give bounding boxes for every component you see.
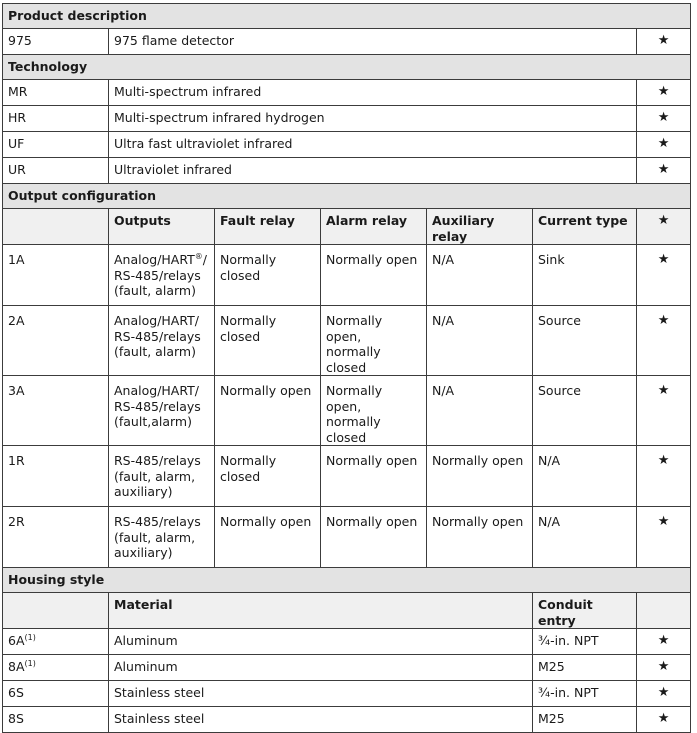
table-row: [3, 707, 691, 733]
material-cell: Stainless steel: [109, 707, 533, 733]
auxiliary-relay-cell: N/A: [427, 306, 533, 376]
alarm-line: Normally open: [326, 252, 418, 267]
outputs-line: RS-485/relays: [114, 398, 201, 414]
alarm-line: Normally open: [326, 453, 418, 468]
fault-relay-cell: Normally closed: [215, 245, 321, 306]
outputs-cell: [109, 306, 215, 376]
outputs-line: (fault, alarm): [114, 344, 196, 359]
outputs-line: /: [202, 252, 207, 267]
alarm-relay-cell: [321, 376, 427, 446]
table-row: [3, 681, 691, 707]
star-icon: ★: [637, 629, 691, 655]
section-title: Output configuration: [3, 184, 691, 209]
current-type-cell: N/A: [533, 446, 637, 507]
section-header-product: [3, 4, 691, 29]
column-header-material: Material: [109, 593, 533, 629]
code-cell: 2A: [3, 306, 109, 376]
footnote-ref: (1): [24, 659, 36, 668]
code-cell: 8S: [3, 707, 109, 733]
outputs-line: (fault, alarm): [114, 283, 196, 298]
table-row: [3, 106, 691, 132]
star-icon: ★: [637, 80, 691, 106]
star-icon: ★: [637, 655, 691, 681]
column-header-outputs: Outputs: [109, 209, 215, 245]
current-type-cell: Sink: [533, 245, 637, 306]
material-cell: Aluminum: [109, 629, 533, 655]
footnote-ref: (1): [24, 633, 36, 642]
conduit-entry-cell: ¾-in. NPT: [533, 629, 637, 655]
alarm-relay-cell: [321, 306, 427, 376]
alarm-line: normally closed: [326, 414, 381, 445]
table-row: [3, 629, 691, 655]
section-title: Product description: [3, 4, 691, 29]
column-header-blank: [637, 593, 691, 629]
star-icon: ★: [637, 29, 691, 55]
code-cell: 3A: [3, 376, 109, 446]
column-header-auxiliary-relay: Auxiliary relay: [427, 209, 533, 245]
outputs-cell: [109, 376, 215, 446]
code-text: 8A: [8, 659, 25, 674]
code-cell: 2R: [3, 507, 109, 568]
section-title: Technology: [3, 55, 691, 80]
outputs-line: auxiliary): [114, 545, 173, 560]
star-icon: ★: [637, 106, 691, 132]
registered-mark: ®: [194, 252, 203, 261]
table-row: [3, 245, 691, 306]
star-icon: ★: [637, 245, 691, 306]
table-row: [3, 158, 691, 184]
column-header-row: [3, 209, 691, 245]
outputs-line: auxiliary): [114, 484, 173, 499]
section-header-output: [3, 184, 691, 209]
outputs-line: RS-485/relays: [114, 328, 201, 344]
star-icon: ★: [637, 306, 691, 376]
outputs-line: Analog/HART: [114, 252, 195, 267]
column-header-conduit-entry: Conduit entry: [533, 593, 637, 629]
code-cell: 975: [3, 29, 109, 55]
current-type-cell: Source: [533, 306, 637, 376]
section-header-housing: [3, 568, 691, 593]
auxiliary-relay-cell: N/A: [427, 245, 533, 306]
outputs-line: RS-485/relays: [114, 267, 201, 283]
table-row: [3, 29, 691, 55]
current-type-cell: N/A: [533, 507, 637, 568]
table-row: [3, 376, 691, 446]
code-cell: UR: [3, 158, 109, 184]
star-icon: ★: [637, 158, 691, 184]
outputs-line: (fault,alarm): [114, 414, 192, 429]
outputs-line: Analog/HART/: [114, 383, 199, 398]
description-cell: 975 flame detector: [109, 29, 637, 55]
section-header-technology: [3, 55, 691, 80]
star-icon: ★: [637, 446, 691, 507]
code-cell: [3, 655, 109, 681]
table-row: [3, 507, 691, 568]
alarm-line: normally closed: [326, 344, 381, 375]
fault-relay-cell: Normally closed: [215, 446, 321, 507]
description-cell: Ultra fast ultraviolet infrared: [109, 132, 637, 158]
star-icon: ★: [637, 209, 691, 245]
table-row: [3, 446, 691, 507]
alarm-line: Normally open,: [326, 383, 383, 414]
star-icon: ★: [637, 376, 691, 446]
column-header-current-type: Current type: [533, 209, 637, 245]
outputs-line: RS-485/relays: [114, 514, 201, 529]
table-row: [3, 132, 691, 158]
code-cell: 1R: [3, 446, 109, 507]
ordering-table: [2, 3, 691, 733]
material-cell: Stainless steel: [109, 681, 533, 707]
fault-relay-cell: Normally closed: [215, 306, 321, 376]
code-cell: 6S: [3, 681, 109, 707]
code-cell: MR: [3, 80, 109, 106]
column-header-row: [3, 593, 691, 629]
auxiliary-relay-cell: N/A: [427, 376, 533, 446]
fault-relay-cell: Normally open: [215, 376, 321, 446]
ordering-table-container: [2, 3, 691, 733]
star-icon: ★: [637, 507, 691, 568]
conduit-entry-cell: M25: [533, 707, 637, 733]
code-cell: UF: [3, 132, 109, 158]
table-row: [3, 306, 691, 376]
code-text: 6A: [8, 633, 25, 648]
column-header-alarm-relay: Alarm relay: [321, 209, 427, 245]
code-cell: HR: [3, 106, 109, 132]
code-cell: 1A: [3, 245, 109, 306]
outputs-line: (fault, alarm,: [114, 468, 196, 484]
column-header-blank: [3, 209, 109, 245]
outputs-cell: [109, 446, 215, 507]
outputs-cell: [109, 507, 215, 568]
star-icon: ★: [637, 132, 691, 158]
material-cell: Aluminum: [109, 655, 533, 681]
auxiliary-relay-cell: Normally open: [427, 446, 533, 507]
alarm-relay-cell: [321, 446, 427, 507]
conduit-entry-cell: M25: [533, 655, 637, 681]
conduit-entry-cell: ¾-in. NPT: [533, 681, 637, 707]
table-row: [3, 80, 691, 106]
section-title: Housing style: [3, 568, 691, 593]
column-header-fault-relay: Fault relay: [215, 209, 321, 245]
alarm-line: Normally open: [326, 514, 418, 529]
current-type-cell: Source: [533, 376, 637, 446]
alarm-relay-cell: [321, 507, 427, 568]
description-cell: Multi-spectrum infrared hydrogen: [109, 106, 637, 132]
star-icon: ★: [637, 707, 691, 733]
description-cell: Multi-spectrum infrared: [109, 80, 637, 106]
column-header-blank: [3, 593, 109, 629]
outputs-line: Analog/HART/: [114, 313, 199, 328]
auxiliary-relay-cell: Normally open: [427, 507, 533, 568]
code-cell: [3, 629, 109, 655]
table-row: [3, 655, 691, 681]
star-icon: ★: [637, 681, 691, 707]
outputs-line: RS-485/relays: [114, 453, 201, 468]
outputs-cell: [109, 245, 215, 306]
fault-relay-cell: Normally open: [215, 507, 321, 568]
alarm-line: Normally open,: [326, 313, 383, 344]
description-cell: Ultraviolet infrared: [109, 158, 637, 184]
outputs-line: (fault, alarm,: [114, 529, 196, 545]
alarm-relay-cell: [321, 245, 427, 306]
